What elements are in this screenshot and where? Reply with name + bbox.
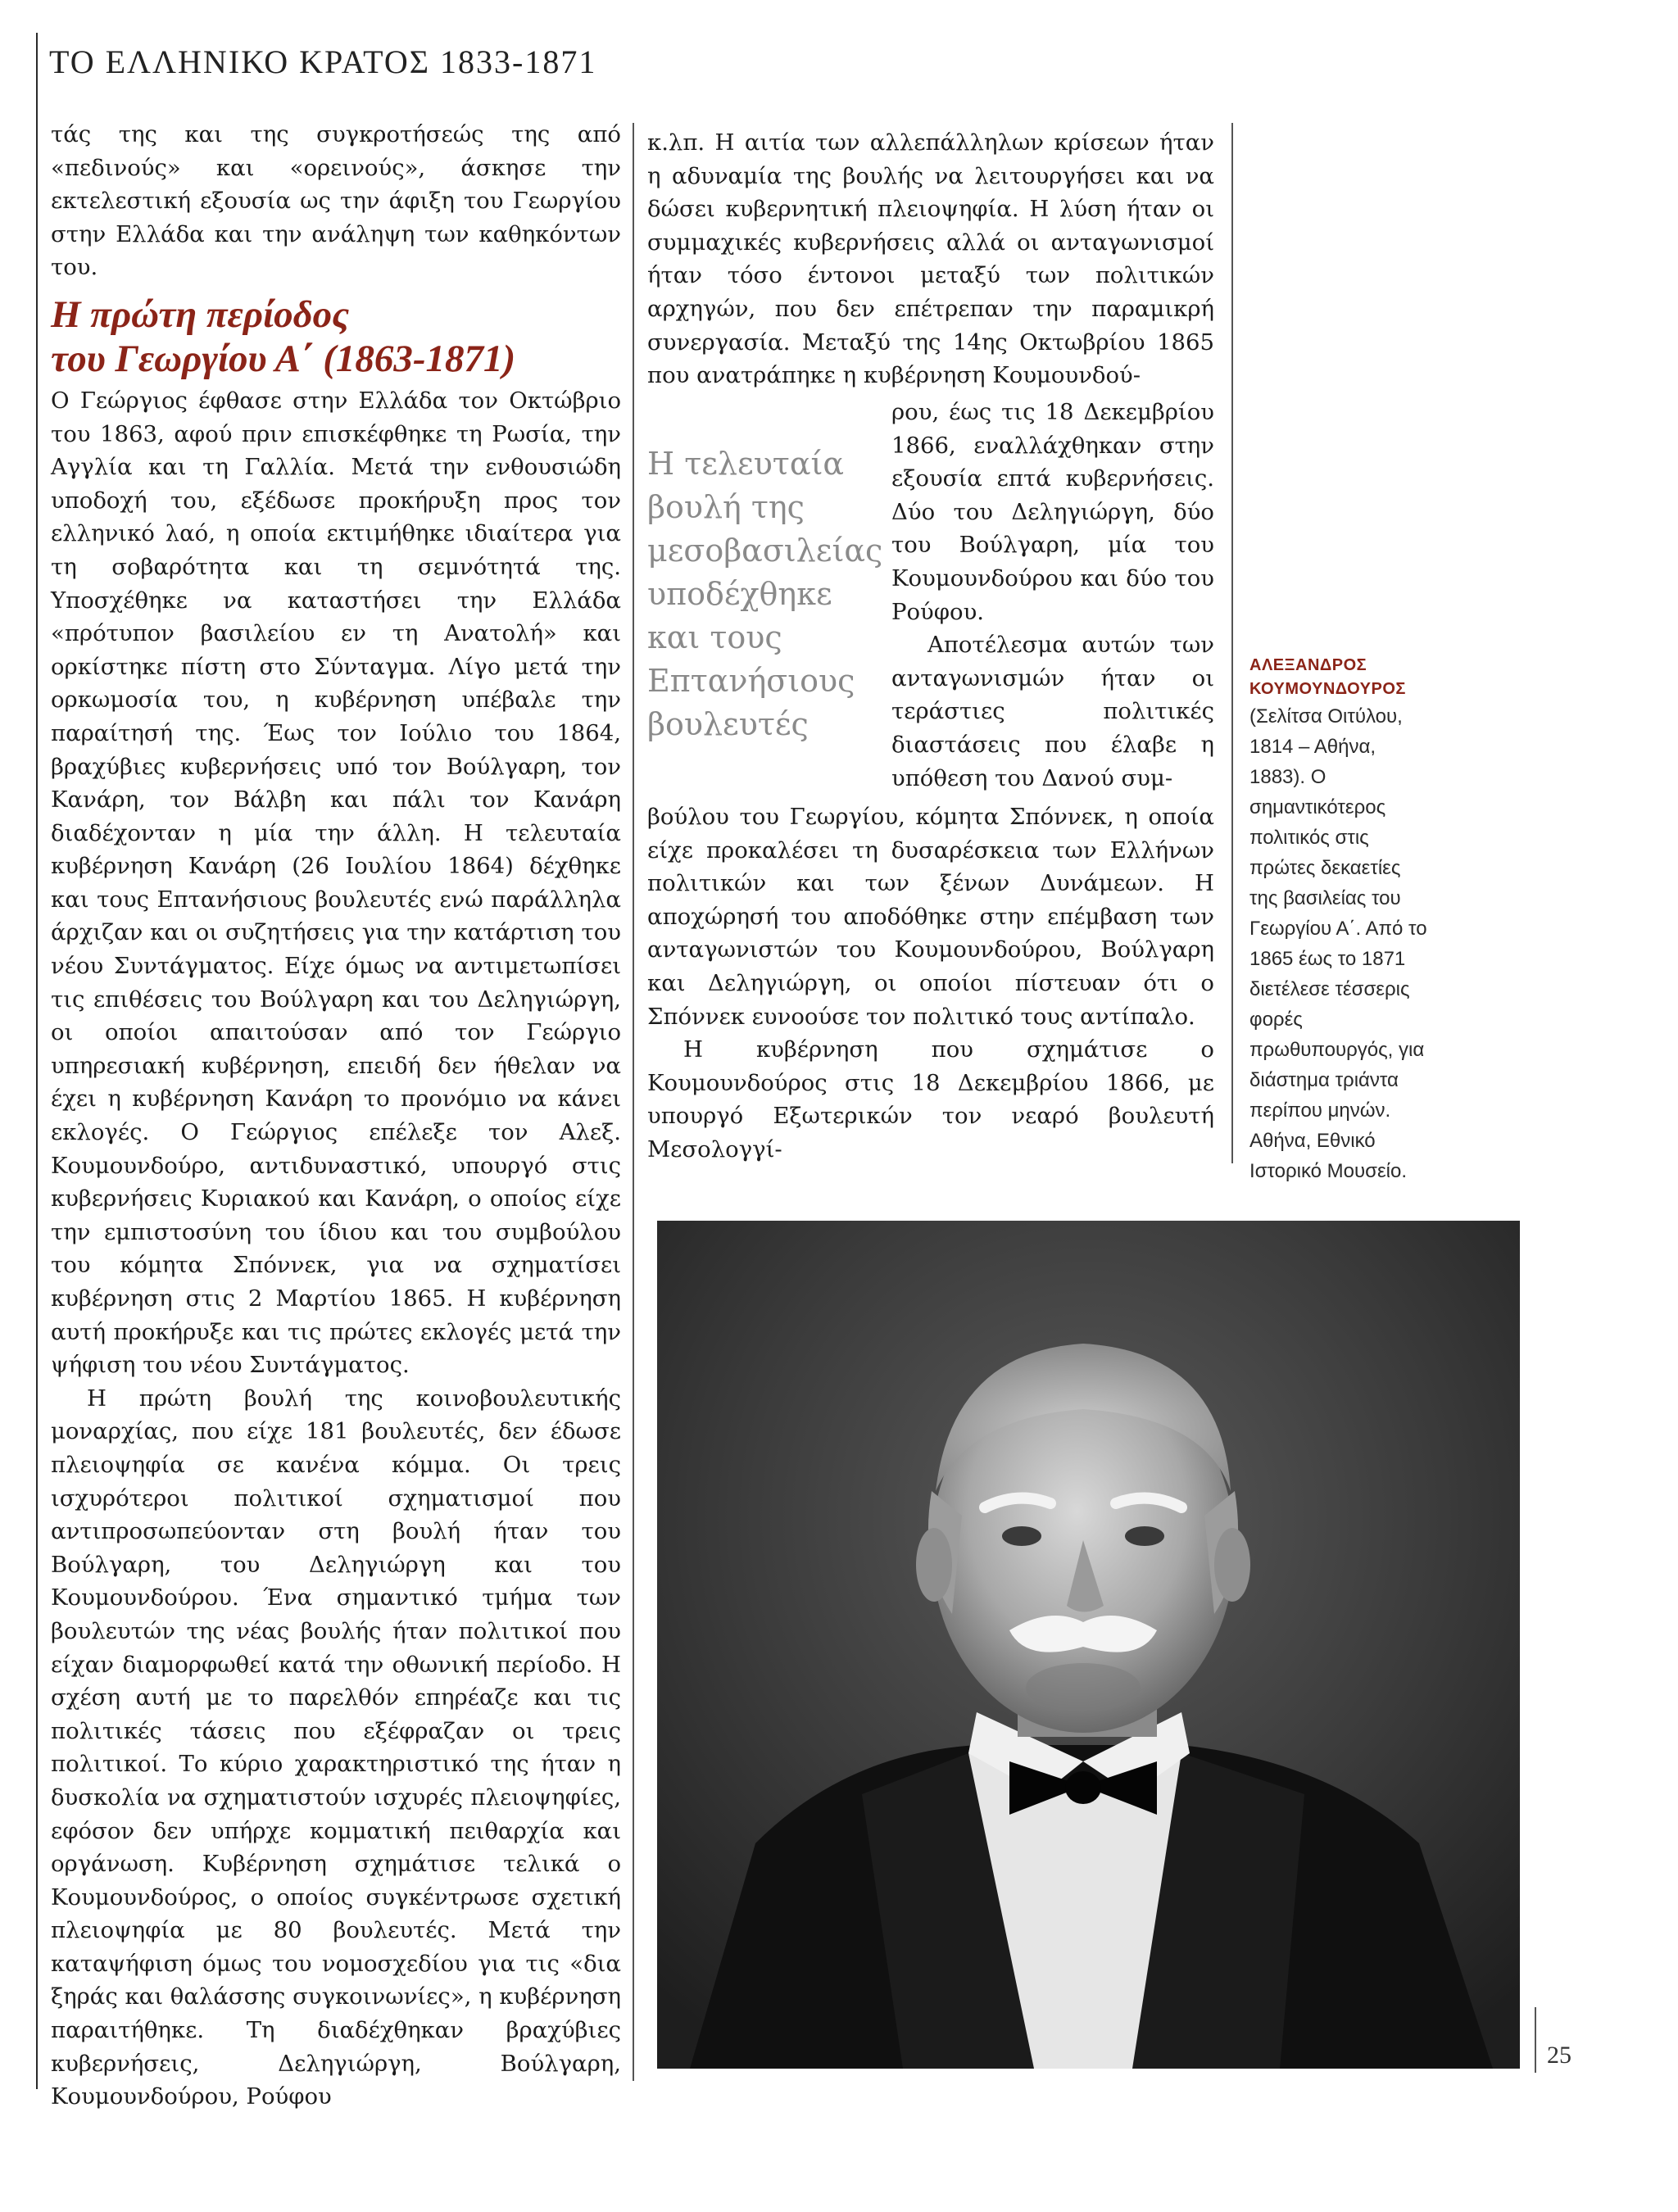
column-divider-rule bbox=[633, 123, 634, 2081]
caption-text: (Σελίτσα Οιτύλου, 1814 – Αθήνα, 1883). Ο σημαντικότερος πολιτικός στις πρώτες δεκαετίες της βασιλείας του Γεωργίου Α΄. Από το 1865 έως το 1871 διετέλεσε τέσσερις φορές πρωθυπουργός, για διάστημα τριάντα περίπου μηνών. Αθήνα, Εθνικό Ιστορικό Μουσείο. bbox=[1249, 705, 1427, 1182]
wrap-paragraph-2: Αποτέλεσμα αυτών των ανταγωνισμών ήταν οι τεράστιες πολιτικές διαστάσεις που έλαβε η υπόθεση του Δανού συμ- bbox=[891, 632, 1214, 791]
body-paragraph-2: Η πρώτη βουλή της κοινοβουλευτικής μοναρχίας, που είχε 181 βουλευτές, δεν έδωσε πλειοψηφία σε κανένα κόμμα. Οι τρεις ισχυρότεροι πολιτικοί σχηματισμοί που αντιπροσωπεύονταν στη βουλή ήταν του Βούλγαρη, του Δεληγιώργη και του Κουμουνδούρου. Ένα σημαντικό τμήμα των βουλευτών της νέας βουλής ήταν πολιτικοί που είχαν διαμορφωθεί κατά την οθωνική περίοδο. Η σχέση αυτή με το παρελθόν επηρέαζε και τις πολιτικές τάσεις που εξέφραζαν οι τρεις πολιτικοί. Το κύριο χαρακτηριστικό της ήταν η δυσκολία να σχηματιστούν ισχυρές πλειοψηφίες, εφόσον δεν υπήρχε κομματική πειθαρχία και οργάνωση. Κυβέρνηση σχημάτισε τελικά ο Κουμουνδούρος, ο οποίος συγκέντρωσε σχετική πλειοψηφία με 80 βουλευτές. Μετά την καταψήφιση όμως του νομοσχεδίου για τις «δια ξηράς και θαλάσσης συγκοινωνίες», η κυβέρνηση παραιτήθηκε. Τη διαδέχθηκαν βραχύβιες κυβερνήσεις, Δεληγιώργη, Βούλγαρη, Κουμουνδούρου, Ρούφου bbox=[51, 1385, 621, 2110]
right-paragraph-1: κ.λπ. Η αιτία των αλλεπάλληλων κρίσεων ήταν η αδυναμία της βουλής να λειτουργήσει και να δώσει κυβερνητική πλειοψηφία. Η λύση ήταν οι συμμαχικές κυβερνήσεις αλλά οι ανταγωνισμοί ήταν τόσο έντονοι μεταξύ των πολιτικών αρχηγών, που δεν επέτρεπαν την παραμικρή συνεργασία. Μεταξύ της 14ης Οκτωβρίου 1865 που ανατράπηκε η κυβέρνηση Κουμουνδού- bbox=[647, 129, 1214, 389]
left-column bbox=[51, 118, 621, 2114]
running-title: ΤΟ ΕΛΛΗΝΙΚΟ ΚΡΑΤΟΣ 1833-1871 bbox=[49, 43, 597, 80]
page-number: 25 bbox=[1547, 2042, 1571, 2069]
section-title bbox=[51, 292, 621, 381]
body-paragraph-1: Ο Γεώργιος έφθασε στην Ελλάδα τον Οκτώβριο του 1863, αφού πριν επισκέφθηκε τη Ρωσία, την Αγγλία και τη Γαλλία. Μετά την ενθουσιώδη υποδοχή του, εξέδωσε προκήρυξη προς τον ελληνικό λαό, η οποία εκτιμήθηκε ιδιαίτερα για τη σοβαρότητα και τη σεμνότητά της. Υποσχέθηκε να καταστήσει την Ελλάδα «πρότυπον βασιλείου εν τη Ανατολή» και ορκίστηκε πίστη στο Σύνταγμα. Λίγο μετά την ορκωμοσία του, η κυβέρνηση υπέβαλε την παραίτησή της. Έως τον Ιούλιο του 1864, βραχύβιες κυβερνήσεις υπό τον Βούλγαρη, τον Κανάρη, τον Βάλβη και πάλι τον Κανάρη διαδέχονταν η μία την άλλη. Η τελευταία κυβέρνηση Κανάρη (26 Ιουλίου 1864) δέχθηκε και τους Επτανήσιους βουλευτές ενώ παράλληλα άρχιζαν και οι συζητήσεις για την κατάρτιση του νέου Συντάγματος. Είχε όμως να αντιμετωπίσει τις επιθέσεις του Βούλγαρη και του Δεληγιώργη, οι οποίοι απαιτούσαν από τον Γεώργιο υπηρεσιακή κυβέρνηση, επειδή δεν ήθελαν να έχει η κυβέρνηση Κανάρη το προνόμιο να κάνει εκλογές. Ο Γεώργιος επέλεξε τον Αλεξ. Κουμουνδούρο, αντιδυναστικό, υπουργό στις κυβερνήσεις Κυριακού και Κανάρη, ο οποίος είχε την εμπιστοσύνη του ίδιου και του συμβούλου του κόμητα Σπόννεκ, για να σχηματίσει κυβέρνηση στις 2 Μαρτίου 1865. Η κυβέρνηση αυτή προκήρυξε και τις πρώτες εκλογές μετά την ψήφιση του νέου Συντάγματος. bbox=[51, 387, 621, 1379]
left-margin-rule bbox=[36, 33, 38, 2089]
portrait-painting bbox=[657, 1221, 1520, 2069]
intro-paragraph: τάς της και της συγκροτήσεώς της από «πεδινούς» και «ορεινούς», άσκησε την εκτελεστική εξουσία ως την άφιξη του Γεωργίου στην Ελλάδα και την ανάληψη των καθηκόντων του. bbox=[51, 121, 621, 281]
right-column-top bbox=[647, 126, 1214, 392]
portrait-image bbox=[657, 1221, 1520, 2069]
caption-divider-rule bbox=[1231, 123, 1233, 1163]
right-paragraph-last: Η κυβέρνηση που σχημάτισε ο Κουμουνδούρος στις 18 Δεκεμβρίου 1866, με υπουργό Εξωτερικών τον νεαρό βουλευτή Μεσολογγί- bbox=[647, 1036, 1214, 1163]
right-margin-rule bbox=[1535, 2007, 1536, 2073]
caption-name-line1: ΑΛΕΞΑΝΔΡΟΣ bbox=[1249, 656, 1367, 674]
wrap-paragraph-1: ρου, έως τις 18 Δεκεμβρίου 1866, εναλλάχθηκαν στην εξουσία επτά κυβερνήσεις. Δύο του Δεληγιώργη, δύο του Βούλγαρη, μία του Κουμουνδούρου και δύο του Ρούφου. bbox=[891, 399, 1214, 625]
right-paragraph-continued: βούλου του Γεωργίου, κόμητα Σπόννεκ, η οποία είχε προκαλέσει τη δυσαρέσκεια των Ελλήνων πολιτικών και των ξένων Δυνάμεων. Η αποχώρησή του αποδόθηκε στην επέμβαση των ανταγωνιστών του Κουμουνδούρου, Βούλγαρη και Δεληγιώργη, οι οποίοι πίστευαν ότι ο Σπόννεκ ευνοούσε τον πολιτικό τους αντίπαλο. bbox=[647, 804, 1214, 1030]
portrait-caption bbox=[1249, 654, 1430, 1186]
right-column-wrap bbox=[891, 396, 1214, 795]
pull-quote: Η τελευταία βουλή της μεσοβασιλείας υποδέχθηκε και τους Επτανήσιους βουλευτές bbox=[647, 446, 883, 742]
section-title-line2: του Γεωργίου Α΄ (1863-1871) bbox=[51, 337, 516, 380]
section-title-line1: Η πρώτη περίοδος bbox=[51, 292, 350, 336]
caption-name-line2: ΚΟΥΜΟΥΝΔΟΥΡΟΣ bbox=[1249, 680, 1406, 698]
right-column-bottom bbox=[647, 800, 1214, 1167]
